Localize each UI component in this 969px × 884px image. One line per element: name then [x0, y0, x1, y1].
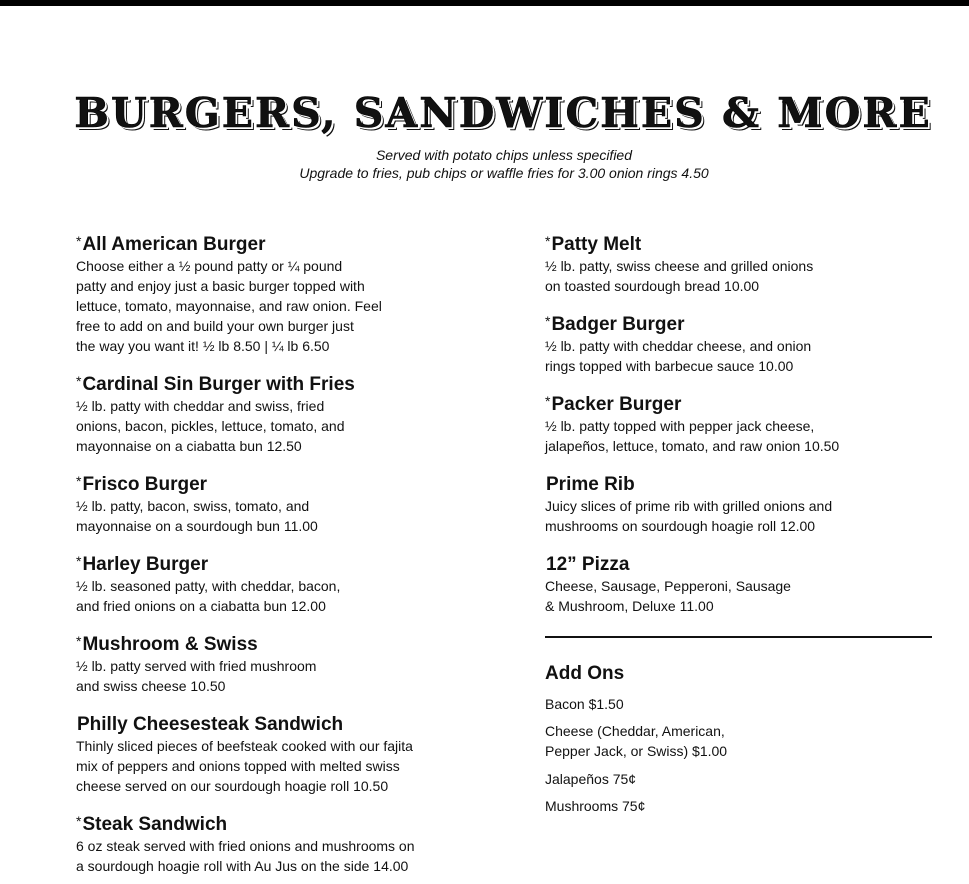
- menu-item-prime-rib: [545, 470, 945, 550]
- star-mark: *: [545, 233, 551, 249]
- item-name: All American Burger: [82, 234, 266, 255]
- item-name: Mushroom & Swiss: [82, 634, 258, 655]
- item-name: Cardinal Sin Burger with Fries: [82, 374, 355, 395]
- addon-item-mushrooms: Mushrooms 75¢: [545, 798, 646, 814]
- item-description: ½ lb. seasoned patty, with cheddar, bacon, and fried onions on a ciabatta bun 12.00: [76, 578, 341, 614]
- menu-item-cardinal-sin-burger: [76, 370, 496, 470]
- menu-title: BURGERS, SANDWICHES & MORE: [74, 89, 932, 137]
- menu-item-philly-cheesesteak: [76, 710, 496, 810]
- item-description: ½ lb. patty served with fried mushroom and swiss cheese 10.50: [76, 658, 317, 694]
- star-mark: *: [545, 313, 551, 329]
- star-mark: *: [76, 473, 82, 489]
- menu-item-steak-sandwich: [76, 810, 496, 874]
- addon-item-cheese: Cheese (Cheddar, American, Pepper Jack, or Swiss) $1.00: [545, 723, 728, 759]
- menu-subtitle-2: Upgrade to fries, pub chips or waffle fries for 3.00 onion rings 4.50: [299, 165, 709, 181]
- item-description: 6 oz steak served with fried onions and mushrooms on a sourdough hoagie roll with Au Jus on the side 14.00: [76, 838, 415, 874]
- star-mark: *: [76, 553, 82, 569]
- left-column: [76, 230, 496, 874]
- item-description: ½ lb. patty topped with pepper jack cheese, jalapeños, lettuce, tomato, and raw onion 10.50: [545, 418, 840, 454]
- menu-item-patty-melt: [545, 230, 945, 310]
- section-divider: [545, 636, 932, 638]
- star-mark: *: [76, 373, 82, 389]
- right-column: [545, 230, 945, 630]
- item-name: Prime Rib: [546, 474, 635, 495]
- item-description: Thinly sliced pieces of beefsteak cooked with our fajita mix of peppers and onions topped with melted swiss cheese served on our sourdough hoagie roll 10.50: [76, 738, 413, 794]
- menu-item-all-american-burger: [76, 230, 496, 370]
- menu-item-packer-burger: [545, 390, 945, 470]
- item-name: Philly Cheesesteak Sandwich: [77, 714, 344, 735]
- menu-item-harley-burger: [76, 550, 496, 630]
- menu-item-pizza: [545, 550, 945, 630]
- menu-item-frisco-burger: [76, 470, 496, 550]
- item-name: Steak Sandwich: [82, 814, 228, 835]
- item-name: Harley Burger: [82, 554, 209, 575]
- addon-item-jalapenos: Jalapeños 75¢: [545, 771, 637, 787]
- item-description: ½ lb. patty, swiss cheese and grilled onions on toasted sourdough bread 10.00: [545, 258, 814, 294]
- star-mark: *: [76, 633, 82, 649]
- addons-title: Add Ons: [545, 663, 625, 684]
- item-name: Badger Burger: [551, 314, 685, 335]
- menu-subtitle-1: Served with potato chips unless specified: [375, 147, 633, 163]
- item-description: ½ lb. patty with cheddar and swiss, fried onions, bacon, pickles, lettuce, tomato, and mayonnaise on a ciabatta bun 12.50: [76, 398, 345, 454]
- menu-item-mushroom-swiss: [76, 630, 496, 710]
- item-name: Patty Melt: [551, 234, 642, 255]
- addon-item-bacon: Bacon $1.50: [545, 696, 624, 712]
- item-description: Juicy slices of prime rib with grilled onions and mushrooms on sourdough hoagie roll 12.00: [545, 498, 833, 534]
- item-description: ½ lb. patty, bacon, swiss, tomato, and mayonnaise on a sourdough bun 11.00: [76, 498, 318, 534]
- item-name: Packer Burger: [551, 394, 682, 415]
- item-name: 12” Pizza: [546, 554, 630, 575]
- top-border: [0, 0, 969, 6]
- item-description: ½ lb. patty with cheddar cheese, and onion rings topped with barbecue sauce 10.00: [545, 338, 812, 374]
- item-description: Choose either a ½ pound patty or ¼ pound patty and enjoy just a basic burger topped with lettuce, tomato, mayonnaise, and raw onion. Feel free to add on and build your own burger just the way you want it! ½ lb 8.50 | ¼ lb 6.50: [76, 258, 382, 354]
- item-name: Frisco Burger: [82, 474, 208, 495]
- star-mark: *: [545, 393, 551, 409]
- menu-item-badger-burger: [545, 310, 945, 390]
- item-description: Cheese, Sausage, Pepperoni, Sausage & Mushroom, Deluxe 11.00: [545, 578, 791, 614]
- star-mark: *: [76, 233, 82, 249]
- star-mark: *: [76, 813, 82, 829]
